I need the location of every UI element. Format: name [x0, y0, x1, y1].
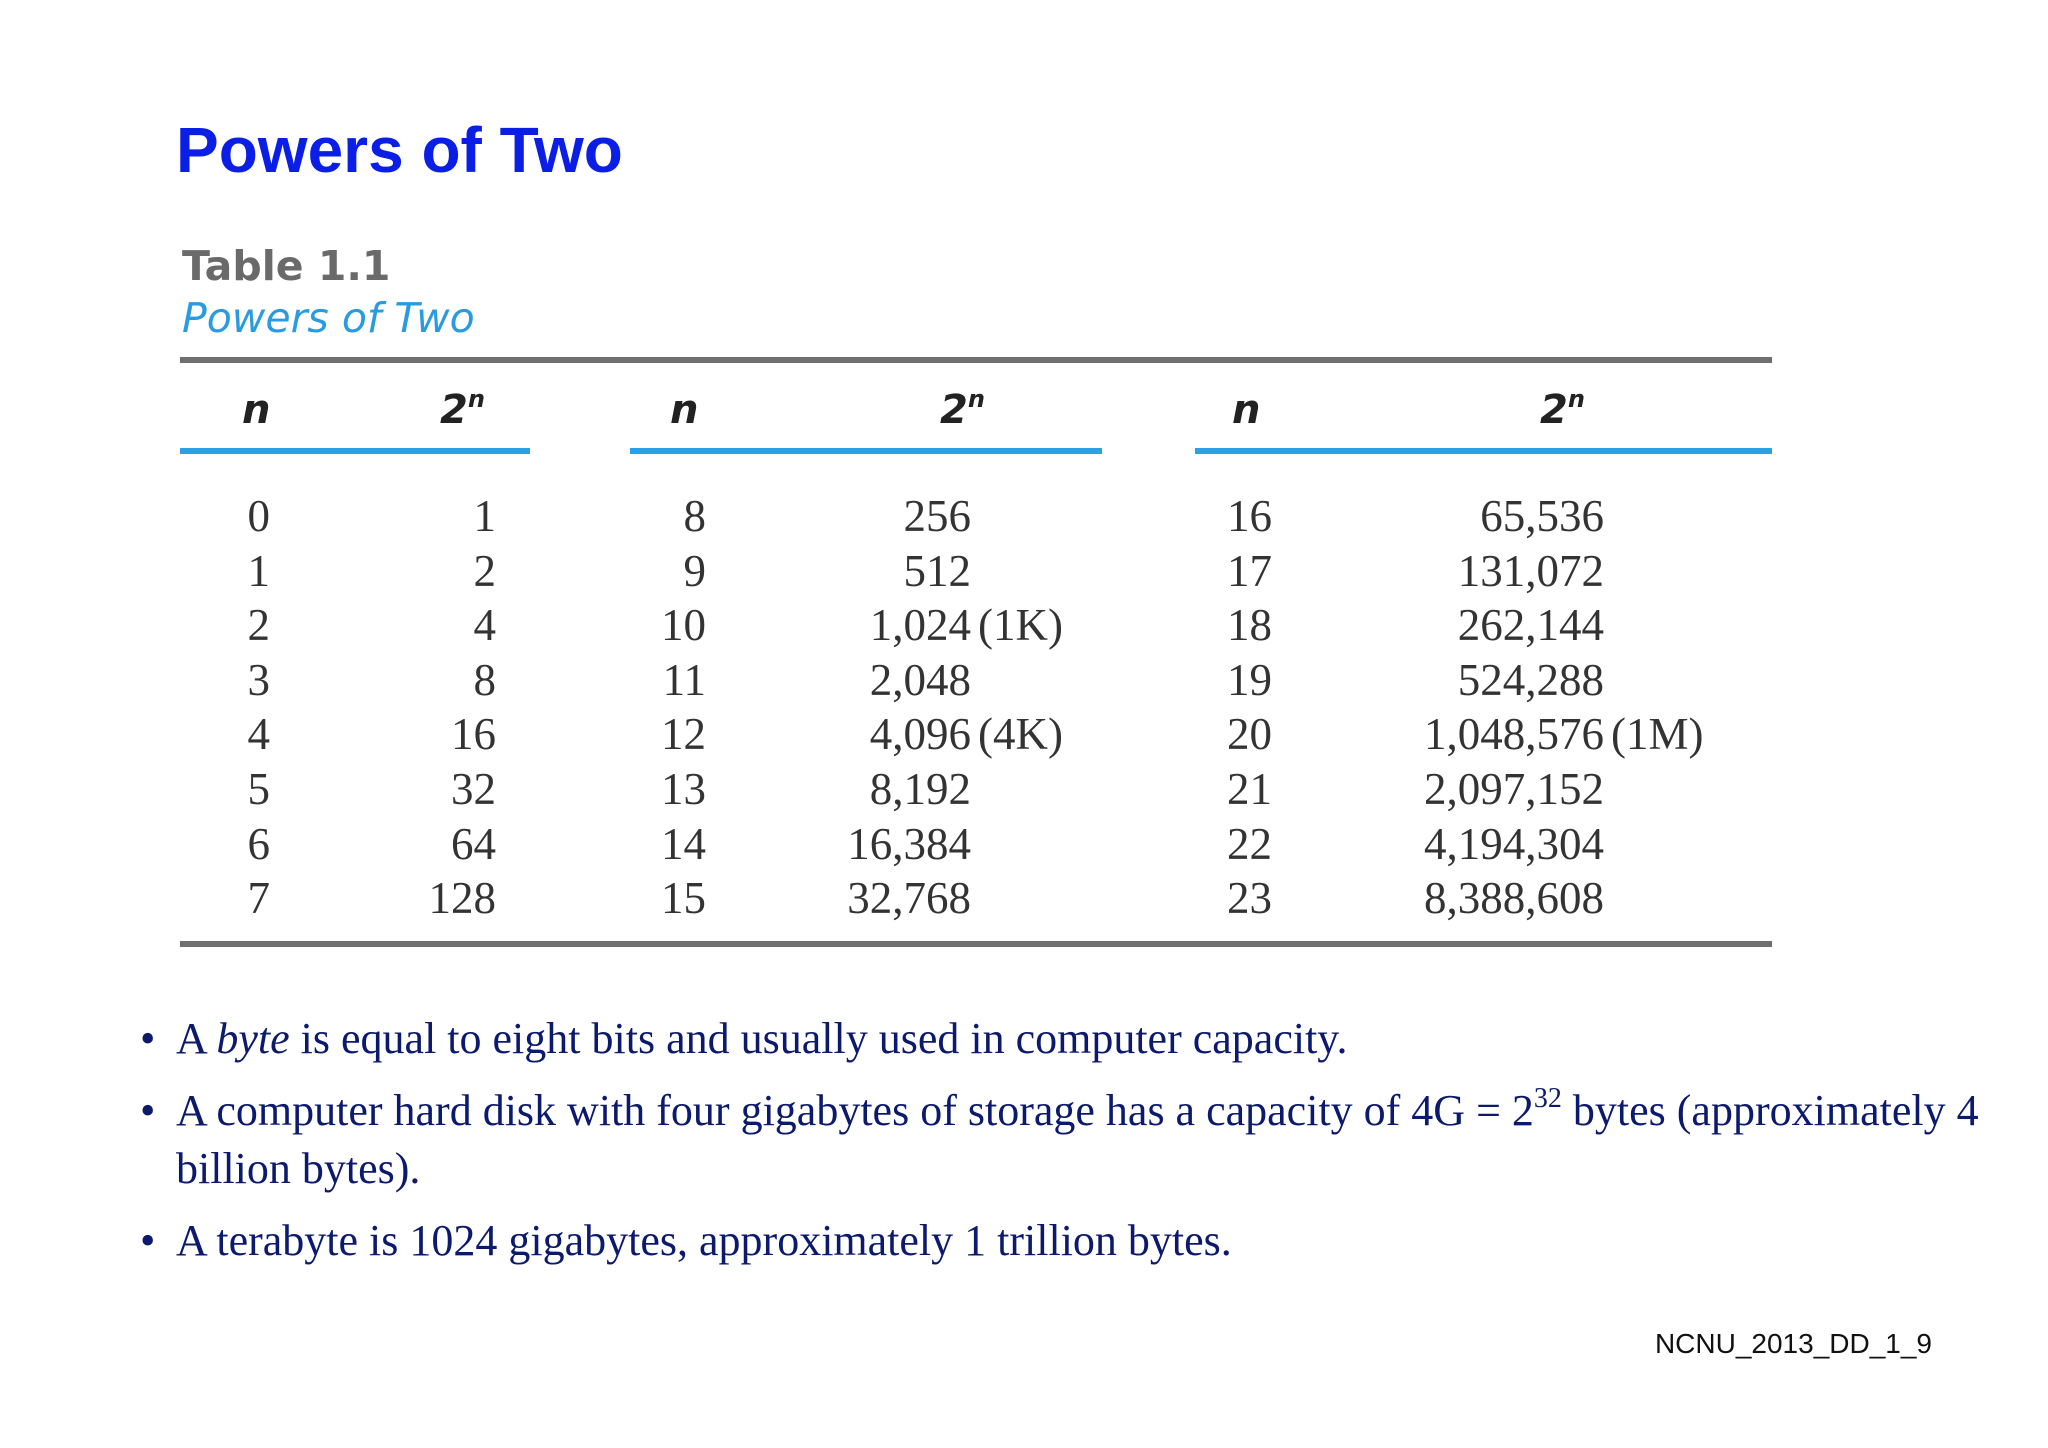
table-cell-power-value: 524,288 — [1457, 654, 1604, 705]
table-cell-power-value: 131,072 — [1457, 545, 1604, 596]
table-cell-n: 6 — [247, 818, 270, 869]
table-cell-power-value: 64 — [451, 818, 496, 869]
table-cell-power-value: 65,536 — [1480, 491, 1604, 541]
header-rule-group-2 — [630, 448, 1102, 454]
header-power-base: 2 — [440, 387, 468, 433]
table-cell-n: 18 — [1227, 600, 1272, 651]
table-cell-power-value: 8 — [473, 654, 496, 705]
table-cell-power-value: 262,144 — [1457, 600, 1604, 651]
table-cell-n: 8 — [683, 491, 706, 541]
bullet-item-byte — [140, 1010, 2000, 1068]
table-cell-power-value: 2,097,152 — [1424, 764, 1604, 814]
header-power-exponent: n — [1567, 385, 1585, 413]
table-cell-n: 5 — [247, 764, 270, 814]
table-cell-power-value: 16,384 — [847, 818, 971, 869]
slide-title: Powers of Two — [176, 114, 623, 186]
table-cell-n: 14 — [661, 818, 706, 869]
table-cell-n: 3 — [247, 654, 270, 705]
header-power-base: 2 — [940, 387, 968, 433]
table-cell-power-value: 128 — [428, 873, 496, 924]
bullet-dot: • — [140, 1086, 156, 1135]
table-cell-unit-note: (1K) — [978, 600, 1063, 651]
table-cell-power-value: 16 — [451, 709, 496, 760]
table-cell-n: 11 — [662, 654, 706, 705]
header-n-group-3: n — [1232, 387, 1261, 433]
table-cell-n: 2 — [247, 600, 270, 651]
table-cell-power-value: 2 — [473, 545, 496, 596]
table-cell-n: 7 — [247, 873, 270, 924]
table-cell-power-value: 4,194,304 — [1424, 818, 1604, 869]
bullet-item-hard-disk — [140, 1082, 2000, 1198]
header-power-group-1 — [440, 385, 485, 433]
table-caption-title: Powers of Two — [182, 294, 475, 342]
slide-footer-label: NCNU_2013_DD_1_9 — [1654, 1328, 1932, 1359]
table-cell-power-value: 2,048 — [869, 654, 971, 705]
table-cell-n: 16 — [1227, 491, 1272, 541]
table-cell-power-value: 4 — [473, 600, 496, 651]
bullet-text: A — [176, 1014, 217, 1063]
table-cell-unit-note: (4K) — [978, 709, 1063, 760]
bullet-text: bytes (approximately 4 billion bytes). — [176, 1086, 1979, 1193]
bullet-text: is equal to eight bits and usually used in computer capacity. — [289, 1014, 1348, 1063]
bullet-dot: • — [140, 1216, 156, 1265]
table-cell-power-value: 32,768 — [847, 873, 971, 924]
table-cell-n: 0 — [247, 491, 270, 541]
table-cell-power-value: 32 — [451, 764, 496, 814]
table-cell-n: 10 — [661, 600, 706, 651]
table-cell-n: 22 — [1227, 818, 1272, 869]
table-cell-n: 21 — [1227, 764, 1272, 814]
table-cell-power-value: 8,388,608 — [1424, 873, 1604, 924]
table-cell-power-value: 1 — [473, 491, 496, 541]
bullet-emphasis: byte — [216, 1014, 290, 1063]
bullet-list — [140, 1010, 2000, 1284]
table-cell-power-value: 8,192 — [869, 764, 971, 814]
table-cell-n: 12 — [661, 709, 706, 760]
table-cell-n: 19 — [1227, 654, 1272, 705]
table-cell-n: 15 — [661, 873, 706, 924]
bullet-text: A terabyte is 1024 gigabytes, approximately 1 trillion bytes. — [176, 1216, 1232, 1265]
table-cell-n: 9 — [683, 545, 706, 596]
bullet-exponent: 32 — [1533, 1083, 1562, 1114]
table-cell-power-value: 4,096 — [869, 709, 971, 760]
header-power-group-2 — [940, 385, 985, 433]
table-cell-unit-note: (1M) — [1611, 709, 1704, 760]
header-power-base: 2 — [1540, 387, 1568, 433]
table-cell-n: 17 — [1227, 545, 1272, 596]
header-rule-group-3 — [1195, 448, 1772, 454]
table-cell-n: 4 — [247, 709, 270, 760]
table-caption-label: Table 1.1 — [182, 242, 391, 290]
table-cell-n: 1 — [247, 545, 270, 596]
bullet-item-terabyte — [140, 1212, 2000, 1270]
table-top-rule — [180, 357, 1772, 363]
table-cell-power-value: 512 — [903, 545, 971, 596]
table-cell-n: 13 — [661, 764, 706, 814]
bullet-dot: • — [140, 1014, 156, 1063]
header-power-group-3 — [1540, 385, 1585, 433]
header-power-exponent: n — [967, 385, 985, 413]
table-cell-power-value: 1,048,576 — [1424, 709, 1604, 760]
bullet-text: A computer hard disk with four gigabytes of storage has a capacity of 4G = 2 — [176, 1086, 1534, 1135]
table-cell-power-value: 256 — [903, 491, 971, 541]
table-cell-n: 23 — [1227, 873, 1272, 924]
header-n-group-2: n — [670, 387, 699, 433]
table-bottom-rule — [180, 941, 1772, 947]
table-cell-power-value: 1,024 — [869, 600, 971, 651]
header-rule-group-1 — [180, 448, 530, 454]
table-cell-n: 20 — [1227, 709, 1272, 760]
header-power-exponent: n — [467, 385, 485, 413]
header-n-group-1: n — [242, 387, 271, 433]
